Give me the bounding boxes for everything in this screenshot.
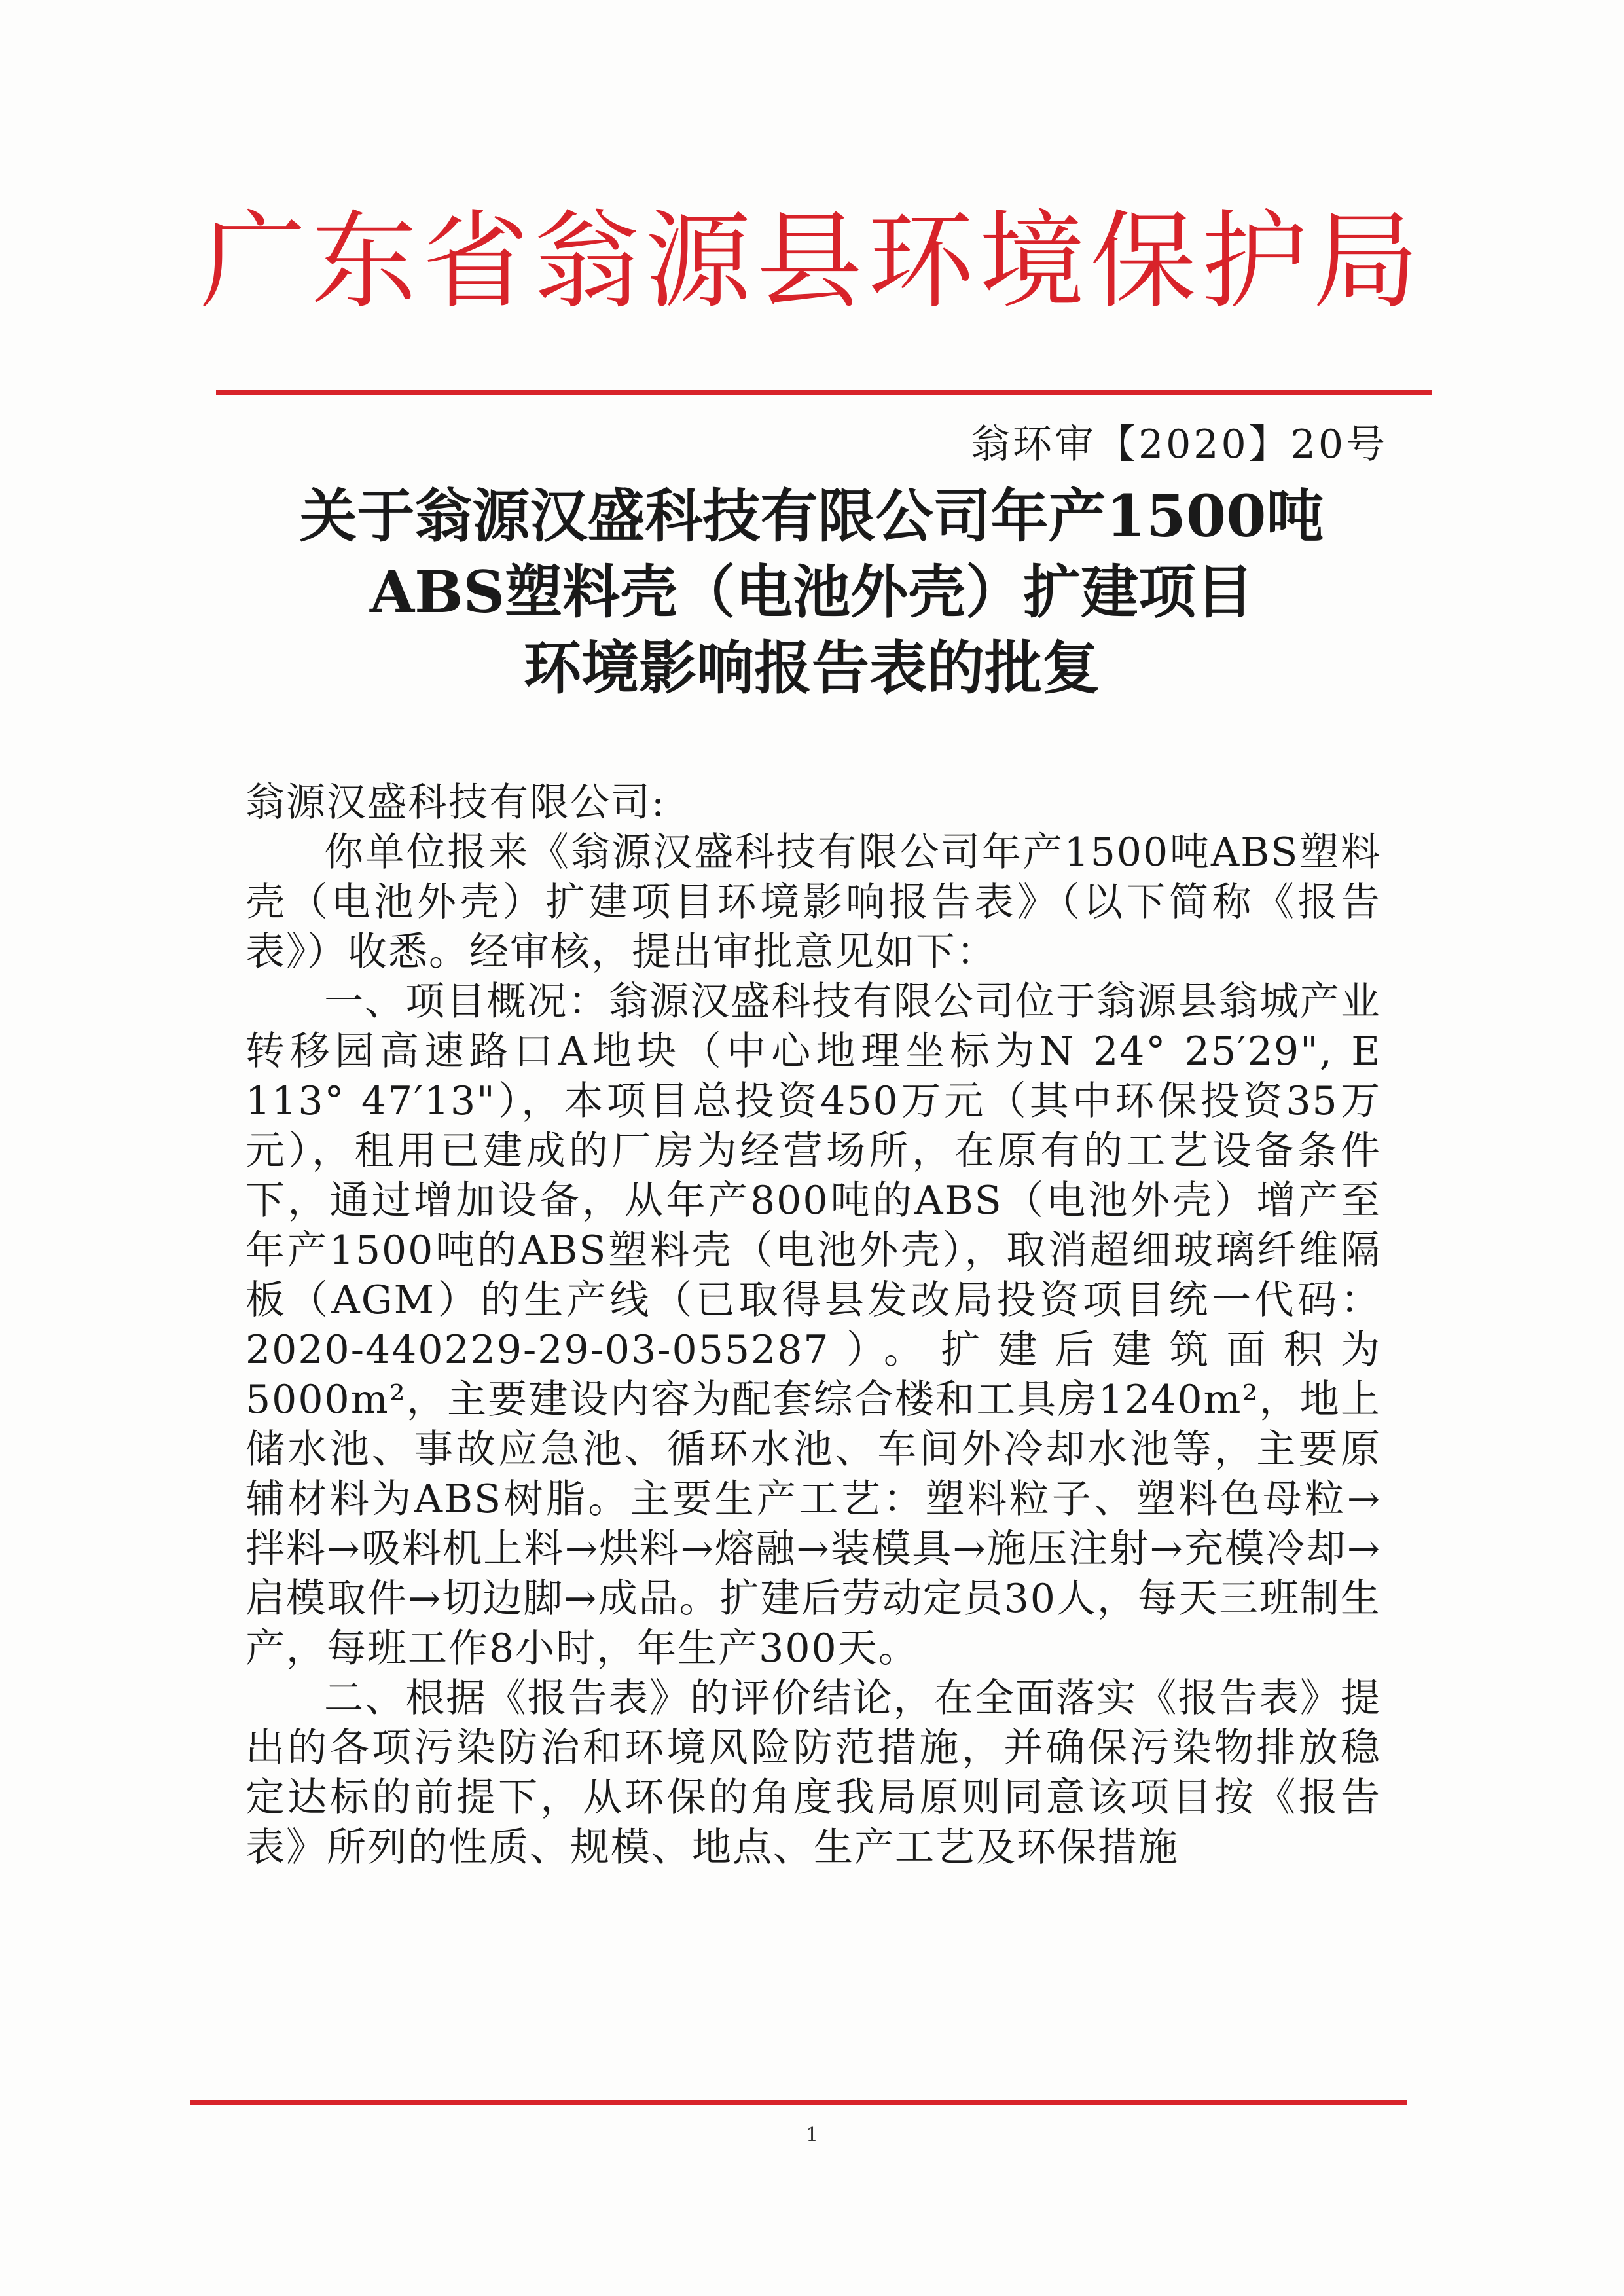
body-paragraph-approval: 二、根据《报告表》的评价结论，在全面落实《报告表》提出的各项污染防治和环境风险防范措施，并确保污染物排放稳定达标的前提下，从环保的角度我局原则同意该项目按《报告表》所列的性质、规模、地点、生产工艺及环保措施 bbox=[245, 1675, 1381, 1870]
footer-red-rule bbox=[190, 2100, 1407, 2105]
document-title bbox=[196, 478, 1427, 706]
letterhead-red-rule bbox=[216, 390, 1432, 395]
salutation: 翁源汉盛科技有限公司: bbox=[245, 780, 666, 826]
title-line-2: ABS塑料壳（电池外壳）扩建项目 bbox=[369, 558, 1254, 626]
document-number: 翁环审【2020】20号 bbox=[970, 422, 1388, 467]
body-paragraph-intro: 你单位报来《翁源汉盛科技有限公司年产1500吨ABS塑料壳（电池外壳）扩建项目环境影响报告表》（以下简称《报告表》）收悉。经审核，提出审批意见如下： bbox=[245, 829, 1381, 975]
title-line-1: 关于翁源汉盛科技有限公司年产1500吨 bbox=[299, 482, 1324, 550]
page-number: 1 bbox=[805, 2124, 819, 2147]
title-line-3: 环境影响报告表的批复 bbox=[523, 634, 1100, 702]
document-body bbox=[245, 778, 1381, 1872]
agency-letterhead-title: 广东省翁源县环境保护局 bbox=[200, 200, 1424, 323]
body-paragraph-overview: 一、项目概况：翁源汉盛科技有限公司位于翁源县翁城产业转移园高速路口A地块（中心地理坐标为N 24° 25′29", E 113° 47′13"），本项目总投资450万元（其中环保投资35万元），租用已建成的厂房为经营场所，在原有的工艺设备条件下，通过增加设备，从年产800吨的ABS（电池外壳）增产至年产1500吨的ABS塑料壳（电池外壳），取消超细玻璃纤维隔板（AGM）的生产线（已取得县发改局投资项目统一代码：2020-440229-29-03-055287）。扩建后建筑面积为5000m²，主要建设内容为配套综合楼和工具房1240m²，地上储水池、事故应急池、循环水池、车间外冷却水池等，主要原辅材料为ABS树脂。主要生产工艺：塑料粒子、塑料色母粒→拌料→吸料机上料→烘料→熔融→装模具→施压注射→充模冷却→启模取件→切边脚→成品。扩建后劳动定员30人，每天三班制生产，每班工作8小时，年生产300天。 bbox=[245, 979, 1381, 1671]
